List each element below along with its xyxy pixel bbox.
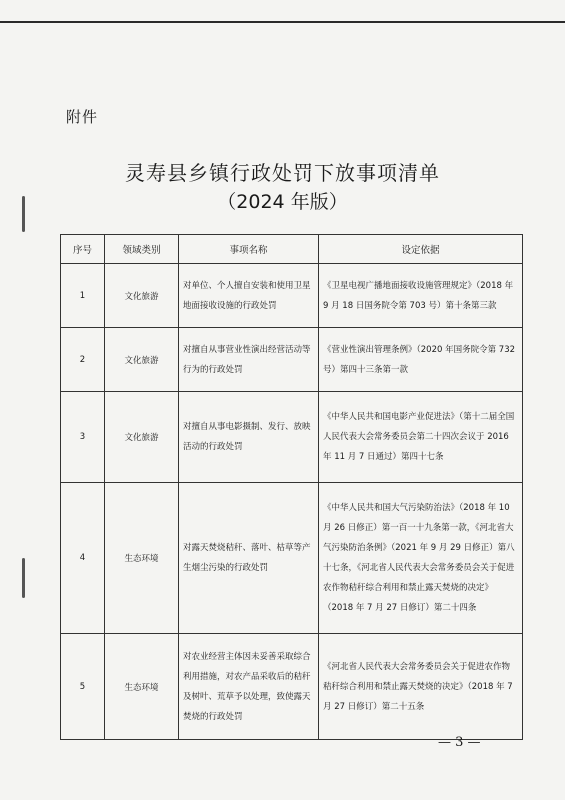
legal-basis: 《卫星电视广播地面接收设施管理规定》（2018 年 9 月 18 日国务院令第 703 号）第十条第三款 [319, 264, 523, 328]
legal-basis: 《中华人民共和国电影产业促进法》（第十二届全国人民代表大会常务委员会第二十四次会议于 2016 年 11 月 7 日通过）第四十七条 [319, 392, 523, 483]
table-row [61, 264, 523, 328]
penalty-items-table [60, 234, 523, 740]
serial-number: 5 [61, 634, 105, 740]
serial-number: 3 [61, 392, 105, 483]
table-row [61, 634, 523, 740]
legal-basis: 《河北省人民代表大会常务委员会关于促进农作物秸秆综合利用和禁止露天焚烧的决定》（2018 年 7 月 27 日修订）第二十五条 [319, 634, 523, 740]
domain-category: 文化旅游 [105, 264, 179, 328]
table-row [61, 328, 523, 392]
table-header-row [61, 235, 523, 264]
document-subtitle: （2024 年版） [217, 191, 348, 213]
serial-number: 1 [61, 264, 105, 328]
item-name: 对擅自从事电影摄制、发行、放映活动的行政处罚 [179, 392, 319, 483]
legal-basis: 《中华人民共和国大气污染防治法》（2018 年 10 月 26 日修正）第一百一十九条第一款，《河北省大气污染防治条例》（2021 年 9 月 29 日修正）第八十七条，《河北省人民代表大会常务委员会关于促进农作物秸秆综合利用和禁止露天焚烧的决定》（2018 年 7 月 27 日修订）第二十四条 [319, 483, 523, 634]
top-rule [0, 21, 565, 23]
annex-label: 附件 [66, 108, 99, 126]
domain-category: 文化旅游 [105, 392, 179, 483]
header-serial-number: 序号 [61, 235, 105, 264]
page-number: — 3 — [438, 735, 481, 750]
serial-number: 4 [61, 483, 105, 634]
domain-category: 文化旅游 [105, 328, 179, 392]
binder-mark [22, 558, 25, 598]
domain-category: 生态环境 [105, 483, 179, 634]
domain-category: 生态环境 [105, 634, 179, 740]
item-name: 对擅自从事营业性演出经营活动等行为的行政处罚 [179, 328, 319, 392]
item-name: 对农业经营主体因未妥善采取综合利用措施，对农产品采收后的秸秆及树叶、荒草予以处理，致使露天焚烧的行政处罚 [179, 634, 319, 740]
header-domain-category: 领域类别 [105, 235, 179, 264]
header-legal-basis: 设定依据 [319, 235, 523, 264]
serial-number: 2 [61, 328, 105, 392]
legal-basis: 《营业性演出管理条例》（2020 年国务院令第 732 号）第四十三条第一款 [319, 328, 523, 392]
table-row [61, 483, 523, 634]
table-row [61, 392, 523, 483]
document-title: 灵寿县乡镇行政处罚下放事项清单 [125, 161, 440, 185]
item-name: 对露天焚烧秸秆、落叶、枯草等产生烟尘污染的行政处罚 [179, 483, 319, 634]
item-name: 对单位、个人擅自安装和使用卫星地面接收设施的行政处罚 [179, 264, 319, 328]
header-item-name: 事项名称 [179, 235, 319, 264]
